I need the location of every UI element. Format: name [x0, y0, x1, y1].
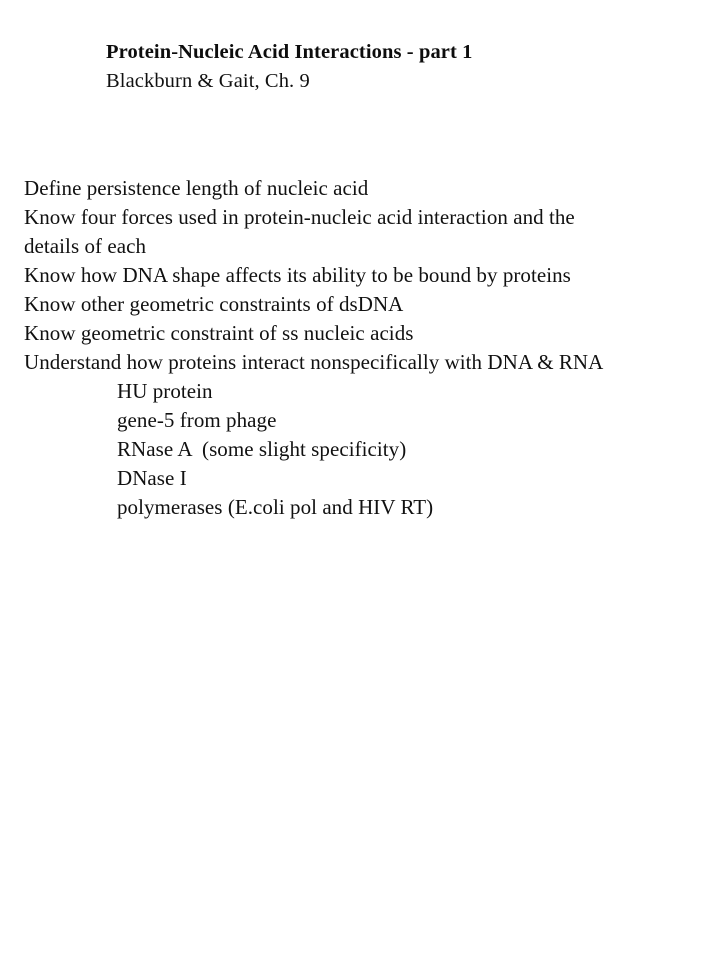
body-item: Know how DNA shape affects its ability to be bound by proteins	[24, 263, 571, 287]
body-item: Know geometric constraint of ss nucleic acids	[24, 321, 414, 345]
body-content	[24, 174, 704, 522]
body-item: Define persistence length of nucleic acid	[24, 176, 369, 200]
body-subitem: HU protein	[117, 379, 213, 403]
page-subtitle: Blackburn & Gait, Ch. 9	[106, 70, 310, 92]
page-title: Protein-Nucleic Acid Interactions - part 1	[106, 41, 473, 63]
body-item: details of each	[24, 234, 147, 258]
body-item: Know four forces used in protein-nucleic acid interaction and the	[24, 205, 575, 229]
body-subitem: gene-5 from phage	[117, 408, 277, 432]
title-block	[106, 38, 706, 96]
body-item: Know other geometric constraints of dsDNA	[24, 292, 404, 316]
body-subitem: DNase I	[117, 466, 187, 490]
body-subitem: polymerases (E.coli pol and HIV RT)	[117, 495, 434, 519]
body-item: Understand how proteins interact nonspecifically with DNA & RNA	[24, 350, 604, 374]
body-subitem: RNase A (some slight specificity)	[117, 437, 407, 461]
